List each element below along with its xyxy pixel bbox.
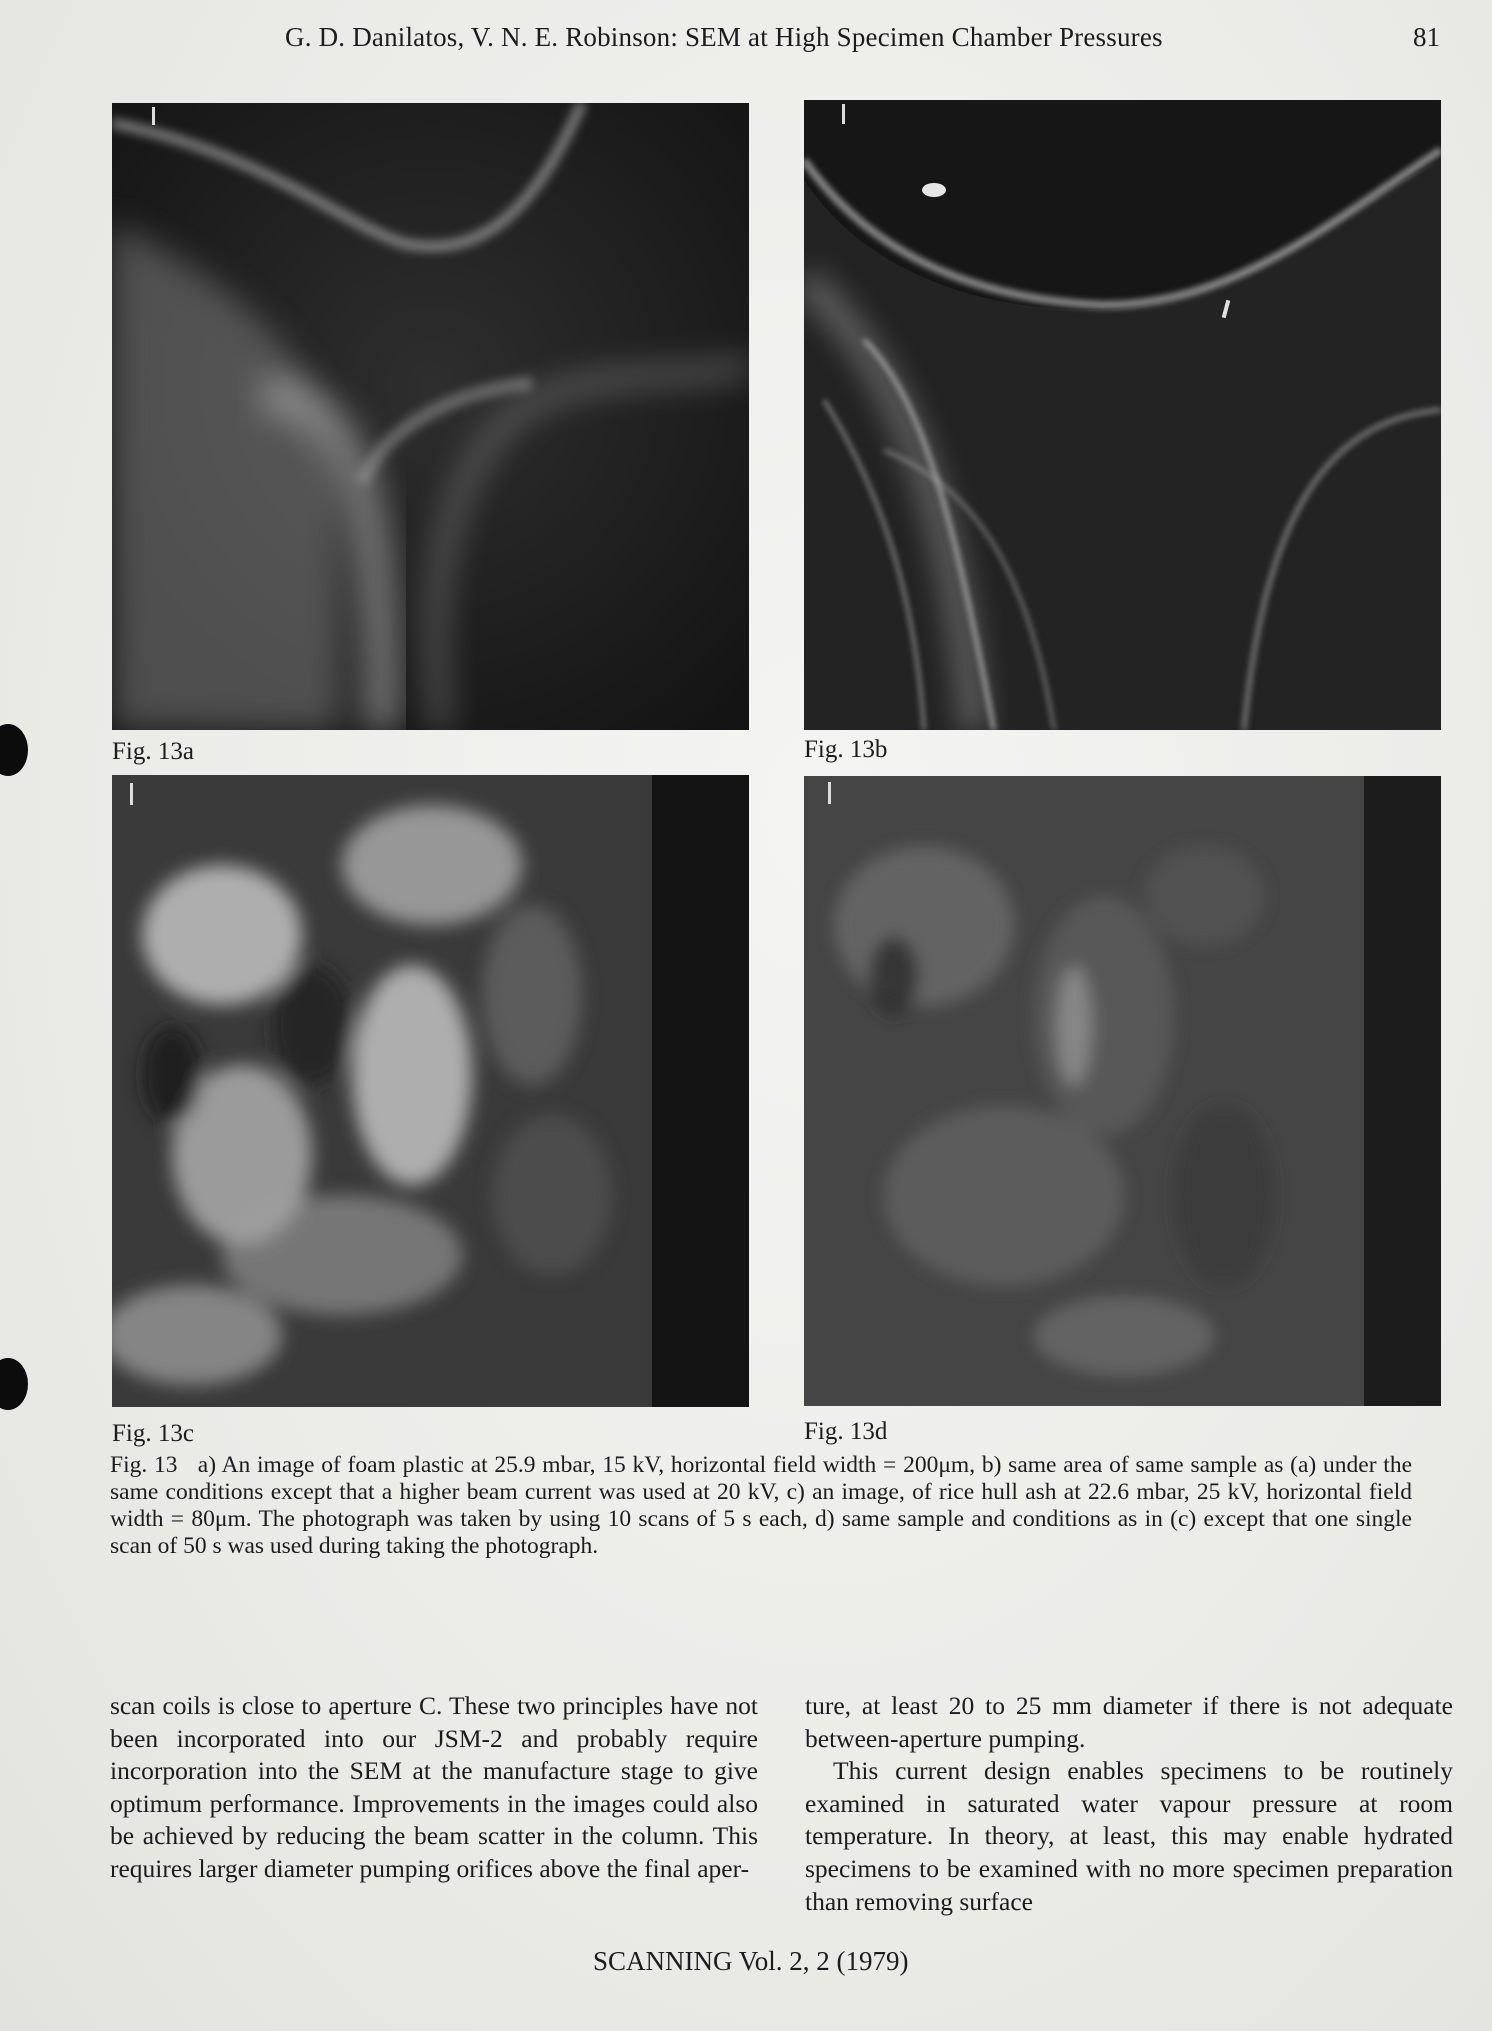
body-right-column xyxy=(805,1690,1453,1918)
running-head: G. D. Danilatos, V. N. E. Robinson: SEM at High Specimen Chamber Pressures xyxy=(285,22,1163,52)
body-paragraph: ture, at least 20 to 25 mm diameter if there is not adequate between-aperture pumping. xyxy=(805,1691,1453,1753)
sem-micrograph-rice-hull-ash-icon xyxy=(804,776,1441,1406)
figure-13c-label: Fig. 13c xyxy=(112,1420,194,1447)
sem-micrograph-foam-plastic-icon xyxy=(112,103,749,730)
figure-13d-label: Fig. 13d xyxy=(804,1418,888,1445)
body-left-column xyxy=(110,1690,758,1886)
figure-13b-image xyxy=(804,100,1441,730)
body-paragraph: scan coils is close to aperture C. These two principles have not been incorporated into our JSM-2 and probably require incorporation into the SEM at the manufacture stage to give optimum performance. Improvements in the images could also be achieved by reducing the beam scatter in the column. This requires larger diameter pumping orifices above the final aper- xyxy=(110,1691,758,1883)
page-number: 81 xyxy=(1413,22,1440,52)
figure-13a-image xyxy=(112,103,749,730)
figure-13b-label: Fig. 13b xyxy=(804,736,888,763)
figure-caption xyxy=(110,1452,1412,1560)
journal-footer: SCANNING Vol. 2, 2 (1979) xyxy=(593,1946,909,1976)
figure-13a-label: Fig. 13a xyxy=(112,738,194,765)
sem-micrograph-foam-plastic-icon xyxy=(804,100,1441,730)
caption-text: a) An image of foam plastic at 25.9 mbar, 15 kV, horizontal field width = 200μm, b) same area of same sample as (a) under the same conditions except that a higher beam current was used at 20 kV, c) an image, of rice hull ash at 22.6 mbar, 25 kV, horizontal field width = 80μm. The photograph was taken by using 10 scans of 5 s each, d) same sample and conditions as in (c) except that one single scan of 50 s was used during taking the photograph. xyxy=(110,1452,1412,1559)
caption-label: Fig. 13 xyxy=(110,1452,178,1478)
figure-13d-image xyxy=(804,776,1441,1406)
figure-13c-image xyxy=(112,775,749,1407)
body-paragraph: This current design enables specimens to be routinely examined in saturated water vapour pressure at room temperature. In theory, at least, this may enable hydrated specimens to be examined with no more specimen preparation than removing surface xyxy=(805,1756,1453,1916)
sem-micrograph-rice-hull-ash-icon xyxy=(112,775,749,1407)
